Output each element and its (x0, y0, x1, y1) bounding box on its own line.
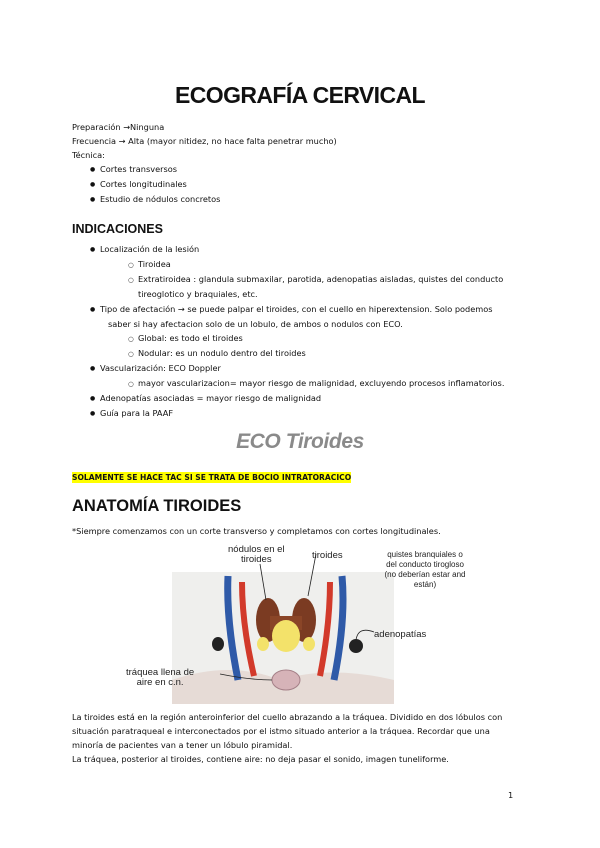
sub-list-item: ○ Global: es todo el tiroides (90, 331, 530, 346)
circle-bullet-icon: ○ (128, 276, 134, 284)
sub-list-item: ○ Extratiroidea : glandula submaxilar, parotida, adenopatias aisladas, quistes del conducto (90, 272, 530, 287)
list-item: ● Estudio de nódulos concretos (90, 192, 532, 207)
bullet-icon: ● (90, 395, 96, 402)
sub-list-item: ○ mayor vascularizacion= mayor riesgo de malignidad, excluyendo procesos inflamatorios. (90, 376, 530, 391)
tecnica-list (72, 162, 532, 207)
paragraph-line: situación paratraqueal e interconectados por el istmo situado anterior a la tráquea. Recordar que una (72, 726, 490, 736)
page-title: ECOGRAFÍA CERVICAL (175, 82, 425, 108)
circle-bullet-icon: ○ (128, 380, 134, 388)
circle-bullet-icon: ○ (128, 335, 134, 343)
bullet-icon: ● (90, 410, 96, 417)
bullet-icon: ● (90, 246, 96, 253)
anatomia-paragraph (72, 710, 528, 766)
circle-bullet-icon: ○ (128, 261, 134, 269)
preparacion-line: Preparación →Ninguna (72, 122, 165, 132)
list-item: ● Vascularización: ECO Doppler (90, 361, 530, 376)
sub-list-item: ○ Tiroidea (90, 257, 530, 272)
intro-block (72, 120, 532, 207)
bullet-icon: ● (90, 166, 96, 173)
bullet-icon: ● (90, 181, 96, 188)
paragraph-line: La tráquea, posterior al tiroides, contiene aire: no deja pasar el sonido, imagen tuneliforme. (72, 754, 449, 764)
list-item-continuation: saber si hay afectacion solo de un lobulo, de ambos o nodulos con ECO. (108, 319, 403, 329)
anatomia-note: *Siempre comenzamos con un corte transverso y completamos con cortes longitudinales. (72, 526, 441, 536)
eco-heading: ECO Tiroides (236, 430, 364, 453)
list-item: ● Localización de la lesión (90, 242, 530, 257)
circle-bullet-icon: ○ (128, 350, 134, 358)
sub-list-item-continuation: tireoglotico y braquiales, etc. (138, 289, 258, 299)
label-traquea: tráquea llena de aire en c.n. (126, 667, 195, 688)
bullet-icon: ● (90, 365, 96, 372)
list-item: ● Cortes transversos (90, 162, 532, 177)
indicaciones-heading: INDICACIONES (72, 222, 163, 236)
sub-list-item: ○ Nodular: es un nodulo dentro del tiroides (90, 346, 530, 361)
page-number: 1 (508, 790, 514, 800)
list-item: ● Adenopatías asociadas = mayor riesgo de malignidad (90, 391, 530, 406)
label-nodulos: nódulos en el tiroides (228, 544, 285, 565)
label-quistes: quistes branquiales o del conducto tirogloso (no deberían estar and están) (384, 550, 466, 589)
label-adenopatias: adenopatías (374, 629, 427, 640)
list-item: ● Tipo de afectación → se puede palpar el tiroides, con el cuello en hiperextension. Solo podemos (90, 302, 530, 317)
tecnica-line: Técnica: (72, 150, 105, 160)
frecuencia-line: Frecuencia → Alta (mayor nitidez, no hace falta penetrar mucho) (72, 136, 337, 146)
indicaciones-list (90, 242, 530, 421)
list-item: ● Cortes longitudinales (90, 177, 532, 192)
bullet-icon: ● (90, 196, 96, 203)
paragraph-line: minoría de pacientes van a tener un lóbulo piramidal. (72, 740, 293, 750)
label-tiroides: tiroides (312, 550, 343, 561)
anatomia-heading: ANATOMÍA TIROIDES (72, 497, 242, 515)
highlight-note: SOLAMENTE SE HACE TAC SI SE TRATA DE BOCIO INTRATORACICO (72, 473, 352, 482)
paragraph-line: La tiroides está en la región anteroinferior del cuello abrazando a la tráquea. Dividido en dos lóbulos con (72, 712, 503, 722)
thyroid-anatomy-figure (120, 540, 480, 710)
bullet-icon: ● (90, 306, 96, 313)
list-item: ● Guía para la PAAF (90, 406, 530, 421)
